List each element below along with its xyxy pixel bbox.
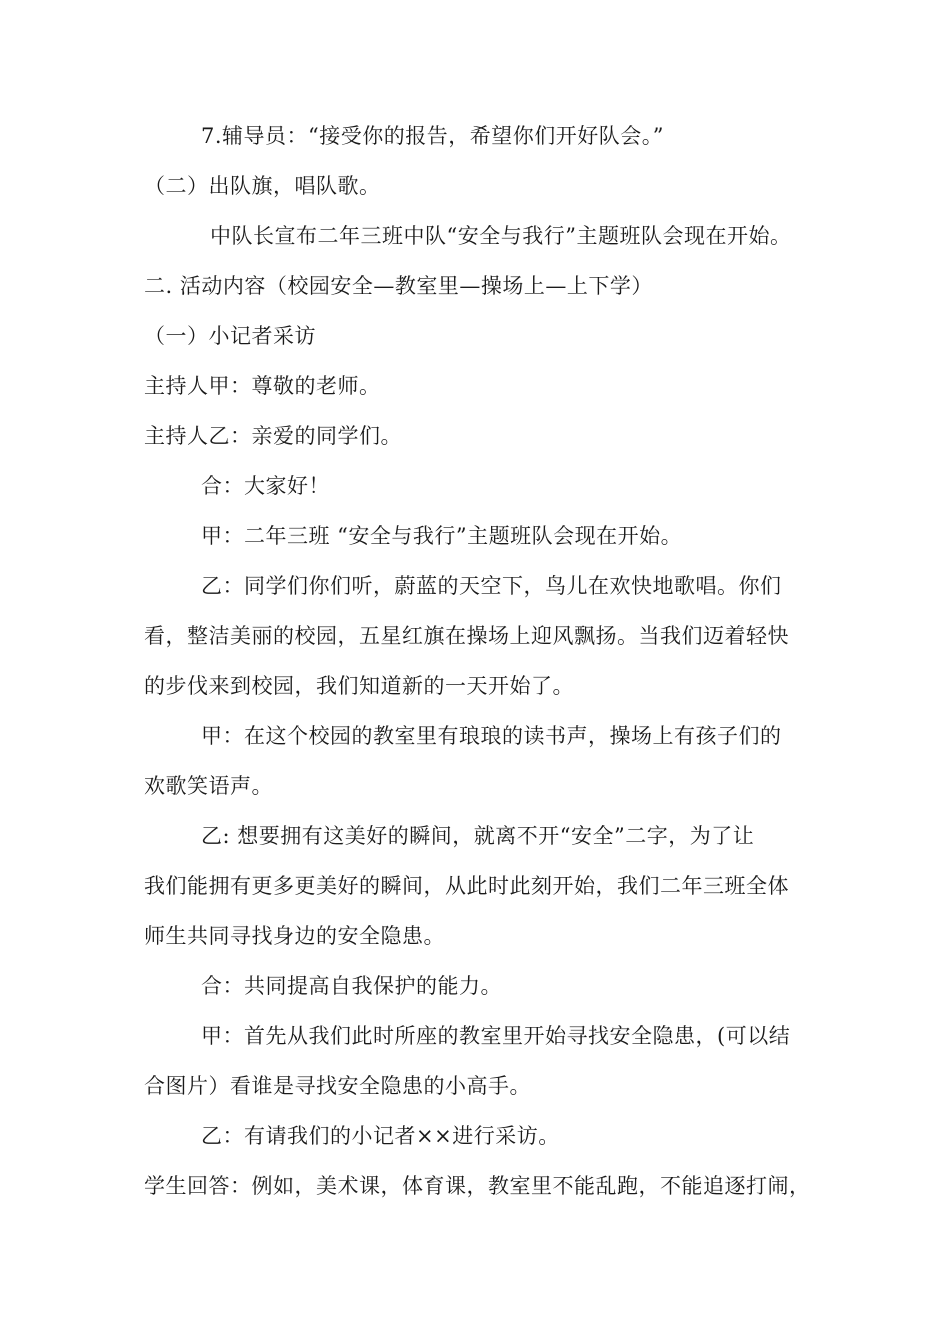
text-line: 合：共同提高自我保护的能力。 — [201, 974, 502, 998]
text-line: 二. 活动内容（校园安全—教室里—操场上—上下学） — [144, 274, 653, 298]
text-line: 甲：二年三班 “安全与我行”主题班队会现在开始。 — [201, 524, 683, 548]
text-line: 我们能拥有更多更美好的瞬间，从此时此刻开始，我们二年三班全体 — [144, 874, 789, 898]
text-line: 合图片）看谁是寻找安全隐患的小高手。 — [144, 1074, 531, 1098]
text-line: 甲：首先从我们此时所座的教室里开始寻找安全隐患，(可以结 — [201, 1024, 791, 1048]
text-line: 师生共同寻找身边的安全隐患。 — [144, 924, 445, 948]
text-line: 的步伐来到校园，我们知道新的一天开始了。 — [144, 674, 574, 698]
text-line: 乙：有请我们的小记者××进行采访。 — [201, 1124, 560, 1148]
text-line: 乙: 想要拥有这美好的瞬间，就离不开“安全”二字，为了让 — [201, 824, 755, 848]
text-line: 主持人乙：亲爱的同学们。 — [144, 424, 402, 448]
text-line: 乙：同学们你们听，蔚蓝的天空下，鸟儿在欢快地歌唱。你们 — [201, 574, 782, 598]
text-line: 学生回答：例如，美术课，体育课，教室里不能乱跑，不能追逐打闹， — [144, 1174, 811, 1198]
text-line: 7.辅导员：“接受你的报告，希望你们开好队会。” — [201, 124, 665, 148]
text-line: 欢歌笑语声。 — [144, 774, 273, 798]
text-line: 合：大家好！ — [201, 474, 330, 498]
text-line: 主持人甲：尊敬的老师。 — [144, 374, 381, 398]
text-line: 甲：在这个校园的教室里有琅琅的读书声，操场上有孩子们的 — [201, 724, 782, 748]
text-line: （二）出队旗，唱队歌。 — [144, 174, 381, 198]
text-line: （一）小记者采访 — [144, 324, 316, 348]
text-line: 中队长宣布二年三班中队“安全与我行”主题班队会现在开始。 — [210, 224, 792, 248]
text-line: 看，整洁美丽的校园，五星红旗在操场上迎风飘扬。当我们迈着轻快 — [144, 624, 789, 648]
